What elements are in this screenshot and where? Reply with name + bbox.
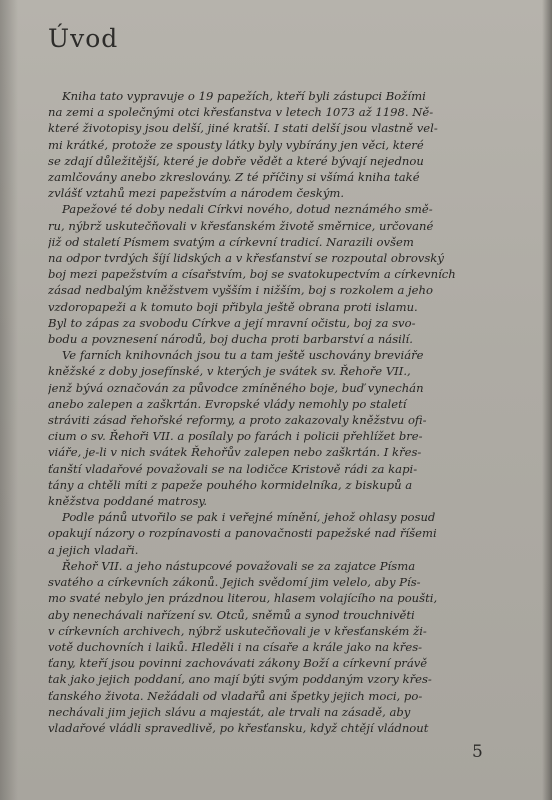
text-line: Řehoř VII. a jeho nástupcové považovali se za zajatce Písma: [62, 558, 416, 573]
paragraph: [48, 201, 506, 347]
text-line: zvlášť vztahů mezi papežstvím a národem českým.: [48, 186, 345, 201]
text-line: se zdají důležitější, které je dobře vědět a které bývají nejednou: [48, 153, 424, 168]
text-line: svatého a církevních zákonů. Jejich svědomí jim velelo, aby Pís-: [48, 575, 421, 590]
text-line: viáře, je-li v nich svátek Řehořův zalepen nebo zaškrtán. I křes-: [48, 445, 422, 460]
text-line: v církevních archivech, nýbrž uskutečňovali je v křesťanském ži-: [48, 623, 427, 638]
text-line: mi krátké, protože ze spousty látky byly vybírány jen věci, které: [48, 137, 424, 152]
text-line: vladařové vládli spravedlivě, po křesťansku, když chtějí vládnout: [48, 720, 429, 735]
text-line: ru, nýbrž uskutečňovali v křesťanském životě směrnice, určované: [48, 218, 434, 233]
text-line: boj mezi papežstvím a císařstvím, boj se svatokupectvím a církevních: [48, 267, 456, 282]
text-line: tak jako jejich poddaní, ano mají býti svým poddaným vzory křes-: [48, 672, 432, 687]
text-line: které životopisy jsou delší, jiné kratší. I stati delší jsou vlastně vel-: [48, 121, 438, 136]
text-line: kněžstva poddané matrosy.: [48, 494, 208, 509]
text-line: Ve farních knihovnách jsou tu a tam ještě uschovány breviáře: [62, 348, 424, 363]
text-line: cium o sv. Řehoři VII. a posílaly po farách i policii přehlížet bre-: [48, 429, 423, 444]
text-line: Podle pánů utvořilo se pak i veřejné mínění, jehož ohlasy posud: [62, 510, 436, 525]
text-line: nechávali jim jejich slávu a majestát, ale trvali na zásadě, aby: [48, 704, 411, 719]
paragraph: [48, 347, 506, 509]
text-line: na odpor tvrdých šíjí lidských a v křesťanství se rozpoutal obrovský: [48, 251, 444, 266]
text-line: aby nenechávali nařízení sv. Otců, sněmů a synod trouchnivěti: [48, 607, 415, 622]
page-edge-shadow: [542, 0, 552, 800]
text-line: bodu a povznesení národů, boj ducha proti barbarství a násilí.: [48, 332, 413, 347]
text-line: jenž bývá označován za původce zmíněného boje, buď vynechán: [48, 380, 424, 395]
text-line: vzdoropapeži a k tomuto boji přibyla ještě obrana proti islamu.: [48, 299, 418, 314]
text-line: opakují názory o rozpínavosti a panovačnosti papežské nad říšemi: [48, 526, 437, 541]
text-line: kněžské z doby josefínské, v kterých je svátek sv. Řehoře VII.,: [48, 364, 411, 379]
text-line: tány a chtěli míti z papeže pouhého kormidelníka, z biskupů a: [48, 477, 413, 492]
text-line: ťany, kteří jsou povinni zachovávati zákony Boží a církevní právě: [48, 656, 428, 671]
text-line: ťanští vladařové považovali se na lodičce Kristově rádi za kapi-: [48, 461, 418, 476]
paragraph: [48, 558, 506, 736]
paragraph: [48, 509, 506, 558]
text-line: ťanského života. Nežádali od vladařů ani špetky jejich moci, po-: [48, 688, 423, 703]
text-line: již od staletí Písmem svatým a církevní tradicí. Narazili ovšem: [48, 234, 414, 249]
text-line: a jejich vladaři.: [48, 542, 139, 557]
text-line: anebo zalepen a zaškrtán. Evropské vlády nemohly po staletí: [48, 396, 407, 411]
paragraph: [48, 88, 506, 201]
chapter-heading: Úvod: [48, 24, 119, 53]
text-line: stráviti zásad řehořské reformy, a proto zakazovaly kněžstvu ofi-: [48, 413, 427, 428]
text-line: Byl to zápas za svobodu Církve a její mravní očistu, boj za svo-: [48, 315, 416, 330]
text-line: Kniha tato vypravuje o 19 papežích, kteří byli zástupci Božími: [62, 89, 426, 103]
text-line: zamlčovány anebo zkreslovány. Z té příčiny si všímá kniha také: [48, 170, 420, 185]
page-number: 5: [472, 742, 483, 762]
text-line: Papežové té doby nedali Církvi nového, dotud neznámého smě-: [62, 202, 433, 217]
text-line: na zemi a společnými otci křesťanstva v letech 1073 až 1198. Ně-: [48, 105, 434, 120]
body-text: [48, 88, 506, 736]
page-gutter-shadow: [0, 0, 18, 800]
text-line: votě duchovních i laiků. Hleděli i na císaře a krále jako na křes-: [48, 639, 423, 654]
text-line: mo svaté nebylo jen prázdnou literou, hlasem volajícího na poušti,: [48, 591, 438, 606]
text-line: zásad nedbalým kněžstvem vyšším i nižším, boj s rozkolem a jeho: [48, 283, 433, 298]
